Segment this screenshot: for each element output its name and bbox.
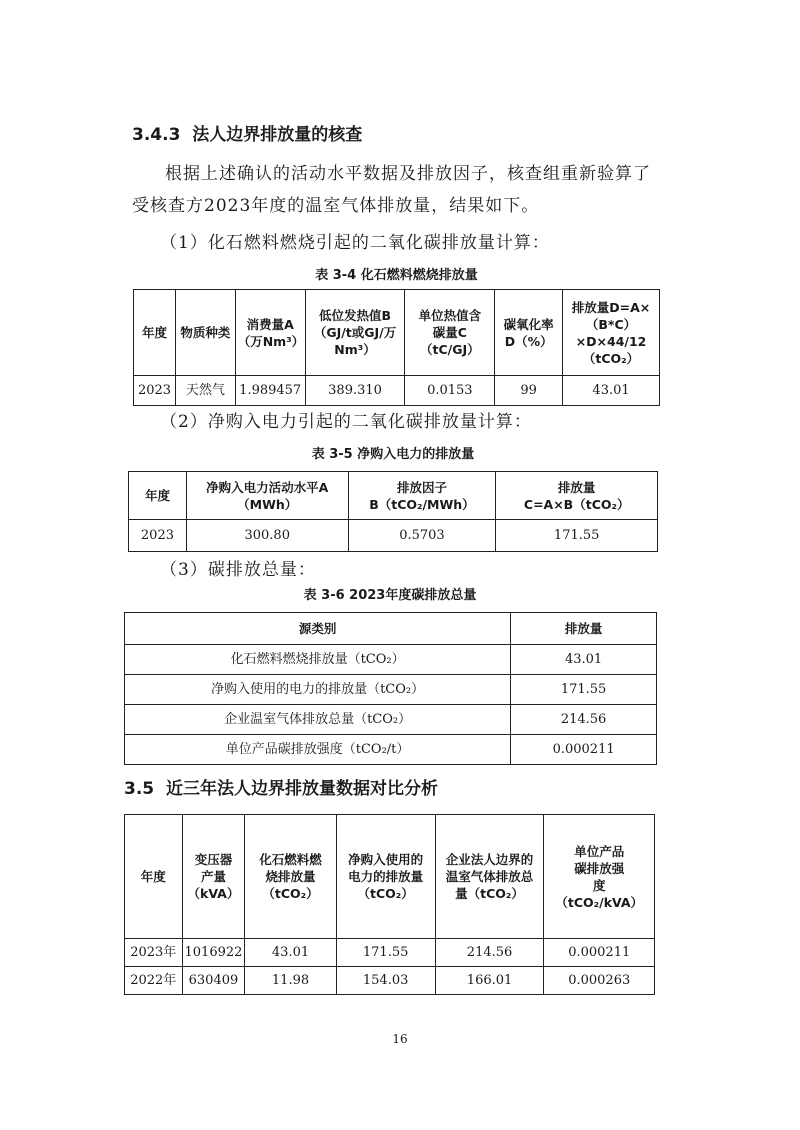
t34-header-year: 年度 — [134, 290, 176, 376]
t35-cell: 2023 — [129, 520, 187, 552]
t34-header-emission: 排放量D=A× （B*C） ×D×44/12 （tCO₂） — [563, 290, 660, 376]
table-3-4-caption: 表 3-4 化石燃料燃烧排放量 — [315, 268, 478, 283]
t35-header-year: 年度 — [129, 472, 187, 520]
section-3-5-heading — [124, 774, 438, 799]
t35-cell: 171.55 — [496, 520, 658, 552]
table-3-6-caption: 表 3-6 2023年度碳排放总量 — [303, 588, 477, 603]
item-3-label: （3）碳排放总量： — [160, 560, 316, 580]
t37-header-electricity: 净购入使用的 电力的排放量 （tCO₂） — [336, 815, 435, 939]
t37-header-fossil: 化石燃料燃 烧排放量 （tCO₂） — [245, 815, 336, 939]
t37-cell: 166.01 — [435, 967, 544, 995]
t37-cell: 214.56 — [435, 939, 544, 967]
t37-header-year: 年度 — [125, 815, 183, 939]
item-1-label: （1）化石燃料燃烧引起的二氧化碳排放量计算： — [160, 233, 550, 253]
t34-header-oxidation-rate: 碳氧化率 D（%） — [495, 290, 563, 376]
t37-cell: 0.000263 — [544, 967, 655, 995]
t37-cell: 630409 — [182, 967, 245, 995]
t37-cell: 171.55 — [336, 939, 435, 967]
section-number: 3.5 — [124, 779, 155, 799]
t34-cell: 1.989457 — [235, 376, 305, 406]
t37-cell: 11.98 — [245, 967, 336, 995]
intro-line-1: 根据上述确认的活动水平数据及排放因子，核查组重新验算了 — [165, 164, 651, 184]
t36-value-cell: 171.55 — [511, 675, 657, 705]
t36-value-cell: 0.000211 — [511, 735, 657, 765]
table-three-year-comparison — [124, 814, 655, 995]
t37-cell: 2023年 — [125, 939, 183, 967]
t35-header-factor: 排放因子 B（tCO₂/MWh） — [348, 472, 496, 520]
t35-cell: 300.80 — [186, 520, 348, 552]
table-3-6 — [124, 612, 657, 765]
t37-cell: 0.000211 — [544, 939, 655, 967]
t36-source-cell: 企业温室气体排放总量（tCO₂） — [125, 705, 511, 735]
t36-source-cell: 净购入使用的电力的排放量（tCO₂） — [125, 675, 511, 705]
t34-header-fuel-type: 物质种类 — [175, 290, 235, 376]
t36-source-cell: 单位产品碳排放强度（tCO₂/t） — [125, 735, 511, 765]
t37-header-intensity: 单位产品 碳排放强 度 （tCO₂/kVA） — [544, 815, 655, 939]
t36-value-cell: 43.01 — [511, 645, 657, 675]
table-3-5-caption: 表 3-5 净购入电力的排放量 — [311, 447, 475, 462]
t34-cell: 天然气 — [175, 376, 235, 406]
t37-header-output: 变压器 产量 （kVA） — [182, 815, 245, 939]
t37-cell: 1016922 — [182, 939, 245, 967]
t36-header-emission: 排放量 — [511, 613, 657, 645]
page-number: 16 — [392, 1032, 408, 1046]
t37-cell: 43.01 — [245, 939, 336, 967]
intro-line-2: 受核查方2023年度的温室气体排放量，结果如下。 — [132, 196, 540, 216]
t37-cell: 154.03 — [336, 967, 435, 995]
t36-value-cell: 214.56 — [511, 705, 657, 735]
table-3-5 — [128, 471, 658, 552]
t35-cell: 0.5703 — [348, 520, 496, 552]
t35-header-activity: 净购入电力活动水平A （MWh） — [186, 472, 348, 520]
t34-header-carbon-content: 单位热值含 碳量C （tC/GJ） — [405, 290, 495, 376]
t36-header-source: 源类别 — [125, 613, 511, 645]
section-title: 法人边界排放量的核查 — [192, 125, 363, 145]
t37-cell: 2022年 — [125, 967, 183, 995]
t36-source-cell: 化石燃料燃烧排放量（tCO₂） — [125, 645, 511, 675]
section-title: 近三年法人边界排放量数据对比分析 — [165, 779, 438, 799]
t34-cell: 43.01 — [563, 376, 660, 406]
t37-header-total: 企业法人边界的 温室气体排放总 量（tCO₂） — [435, 815, 544, 939]
item-2-label: （2）净购入电力引起的二氧化碳排放量计算： — [160, 412, 532, 432]
t34-cell: 0.0153 — [405, 376, 495, 406]
t34-cell: 389.310 — [305, 376, 405, 406]
t34-cell: 2023 — [134, 376, 176, 406]
t34-header-consumption: 消费量A （万Nm³） — [235, 290, 305, 376]
t34-cell: 99 — [495, 376, 563, 406]
section-number: 3.4.3 — [132, 125, 181, 145]
t35-header-emission: 排放量 C=A×B（tCO₂） — [496, 472, 658, 520]
table-3-4 — [133, 289, 660, 406]
t34-header-ncv: 低位发热值B （GJ/t或GJ/万 Nm³） — [305, 290, 405, 376]
section-3-4-3-heading — [132, 120, 362, 145]
